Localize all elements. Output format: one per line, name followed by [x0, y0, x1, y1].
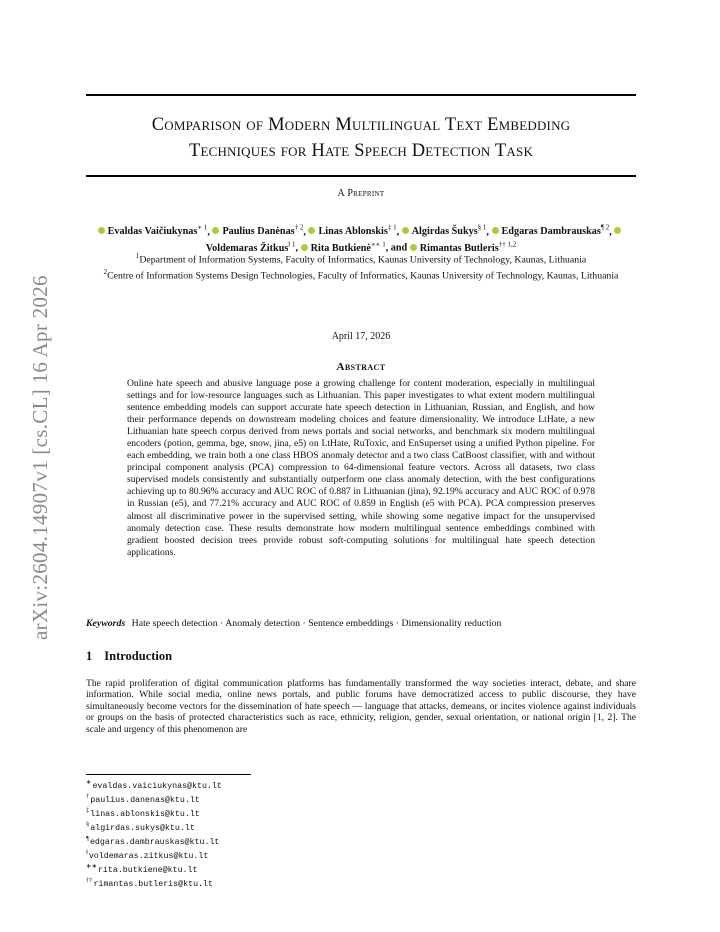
- footnotes: [86, 778, 386, 890]
- section-heading: [86, 649, 172, 664]
- author-mark: ∗∗ 1: [370, 240, 386, 249]
- abstract-text: Online hate speech and abusive language pose a growing challenge for content moderation, especially in multilingual settings and for low-resource languages such as Lithuanian. This paper investigates to what extent modern multilingual sentence embedding models can support accurate hate speech detection in Lithuanian, Russian, and English, and how their performance depends on downstream modeling choices and feature dimensionality. We introduce LtHate, a new Lithuanian hate speech corpus derived from news portals and social networks, and benchmark six modern multilingual encoders (potion, gemma, bge, snow, jina, e5) on LtHate, RuToxic, and EnSuperset using a unified Python pipeline. For each embedding, we train both a one class HBOS anomaly detector and a two class CatBoost classifier, with and without principal component analysis (PCA) compression to 64-dimensional feature vectors. Across all datasets, two class supervised models consistently and substantially outperform one class anomaly detection, with the best configurations achieving up to 80.96% accuracy and AUC ROC of 0.887 in Lithuanian (jina), 92.19% accuracy and AUC ROC of 0.978 in Russian (e5), and 77.21% accuracy and AUC ROC of 0.859 in English (e5 with PCA). PCA compression preserves almost all discriminative power in the supervised setting, while showing some negative impact for the unsupervised anomaly detection case. These results demonstrate how modern multilingual sentence embeddings combined with gradient boosted decision trees provide robust soft-computing solutions for multilingual hate speech detection applications.: [127, 378, 595, 558]
- footnote: [86, 806, 386, 820]
- section-number: 1: [86, 649, 93, 663]
- footnote-mark: ∗∗: [86, 862, 97, 870]
- keywords: [86, 618, 636, 629]
- author-name: Rita Butkienė: [310, 242, 371, 254]
- author: [402, 226, 487, 237]
- footnote: [86, 820, 386, 834]
- footnote-email[interactable]: rita.butkiene@ktu.lt: [97, 865, 198, 875]
- affiliation-text: Centre of Information Systems Design Technologies, Faculty of Informatics, Kaunas University of Technology, Kaunas, Lithuania: [107, 270, 619, 282]
- author-name: Algirdas Šukys: [411, 226, 478, 238]
- title-line-1: Comparison of Modern Multilingual Text Embedding: [151, 115, 571, 135]
- affiliation-text: Department of Information Systems, Faculty of Informatics, Kaunas University of Technology, Kaunas, Lithuania: [139, 254, 587, 266]
- author-name: Edgaras Dambrauskas: [501, 226, 601, 238]
- orcid-icon[interactable]: [614, 227, 621, 234]
- author-name: Paulius Danėnas: [222, 226, 295, 238]
- author-mark: § 1: [477, 224, 487, 232]
- footnote-email[interactable]: edgaras.dambrauskas@ktu.lt: [89, 837, 220, 847]
- footnote-mark: §: [86, 820, 90, 828]
- footnote-email[interactable]: paulius.danenas@ktu.lt: [90, 795, 200, 805]
- keywords-list: Hate speech detection · Anomaly detection · Sentence embeddings · Dimensionality reduction: [131, 618, 502, 629]
- title-line-2: Techniques for Hate Speech Detection Task: [188, 141, 534, 161]
- affiliation: [86, 266, 636, 282]
- footnote: [86, 848, 386, 862]
- author-name: Evaldas Vaičiukynas: [107, 226, 198, 238]
- author-mark: ‖ 1: [288, 240, 296, 249]
- orcid-icon[interactable]: [492, 227, 499, 234]
- abstract-heading: Abstract: [336, 361, 386, 373]
- author: [308, 226, 396, 237]
- affiliations: [86, 250, 636, 283]
- footnote-email[interactable]: voldemaras.zitkus@ktu.lt: [88, 851, 209, 861]
- affiliation-number: 1: [135, 252, 140, 260]
- publication-date: April 17, 2026: [331, 331, 391, 342]
- paper-title: [86, 112, 636, 164]
- authors-and: and: [390, 242, 408, 254]
- footnote-mark: ‡: [86, 806, 90, 814]
- author: [98, 226, 208, 237]
- affiliation: [86, 250, 636, 266]
- arxiv-identifier: arXiv:2604.14907v1 [cs.CL] 16 Apr 2026: [28, 275, 52, 640]
- orcid-icon[interactable]: [402, 227, 409, 234]
- author-mark: ¶ 2: [600, 224, 610, 232]
- author-list: Evaldas Vaičiukynas$^{∗ 1}$, Paulius Danėnas$^{\dagger 2}$, Linas Ablonskis$^{\ddagger 1}$, Algirdas Šukys$^{\S 1}$, Edgaras Dambrauskas$^{\P 2}$, Voldemaras Žitkus$^{‖ 1}$, Rita Butkienė$^{∗∗ 1}$, and Rimantas Butleris$^{\dagger\dagger 1,2}$: [86, 222, 636, 255]
- author-name: Voldemaras Žitkus: [205, 242, 289, 254]
- footnote-rule: [86, 774, 251, 775]
- keywords-label: Keywords: [86, 618, 126, 629]
- affiliation-number: 2: [103, 268, 108, 277]
- footnote-email[interactable]: evaldas.vaiciukynas@ktu.lt: [92, 781, 222, 791]
- author-mark: ∗ 1: [197, 224, 208, 232]
- section-title: Introduction: [104, 649, 173, 663]
- author-mark: † 2: [294, 224, 304, 232]
- footnote-email[interactable]: linas.ablonskis@ktu.lt: [90, 809, 200, 819]
- author-mark: ‡ 1: [387, 224, 397, 232]
- footnote-mark: ¶: [86, 834, 89, 842]
- footnote-mark: †: [86, 792, 90, 800]
- author-name: Rimantas Butleris: [419, 242, 499, 254]
- introduction-paragraph: The rapid proliferation of digital communication platforms has fundamentally transformed the way societies interact, debate, and share information. While social media, online news portals, and public forums have democratized access to public discourse, they have simultaneously become vectors for the dissemination of hate speech — language that attacks, demeans, or incites violence against individuals or groups on the basis of protected characteristics such as race, ethnicity, religion, gender, sexual orientation, or national origin [1, 2]. The scale and urgency of this phenomenon are: [86, 678, 636, 735]
- footnote-mark: ‖: [86, 848, 88, 856]
- author-name: Linas Ablonskis: [318, 226, 388, 238]
- author-mark: †† 1,2: [498, 240, 517, 249]
- footnote-email[interactable]: algirdas.sukys@ktu.lt: [90, 823, 195, 833]
- author: [212, 226, 303, 237]
- title-bottom-rule: [86, 175, 636, 177]
- footnote: [86, 834, 386, 848]
- footnote-email[interactable]: rimantas.butleris@ktu.lt: [93, 879, 213, 889]
- footnote-mark: ∗: [86, 779, 92, 786]
- preprint-label: A Preprint: [337, 188, 385, 199]
- title-top-rule: [86, 94, 636, 96]
- footnote-mark: ††: [86, 876, 93, 884]
- footnote: [86, 792, 386, 806]
- footnote: [86, 862, 386, 876]
- orcid-icon[interactable]: [98, 227, 105, 234]
- footnote: [86, 778, 386, 792]
- footnote: [86, 876, 386, 890]
- author: [492, 226, 610, 237]
- orcid-icon[interactable]: [308, 227, 315, 234]
- orcid-icon[interactable]: [212, 227, 219, 234]
